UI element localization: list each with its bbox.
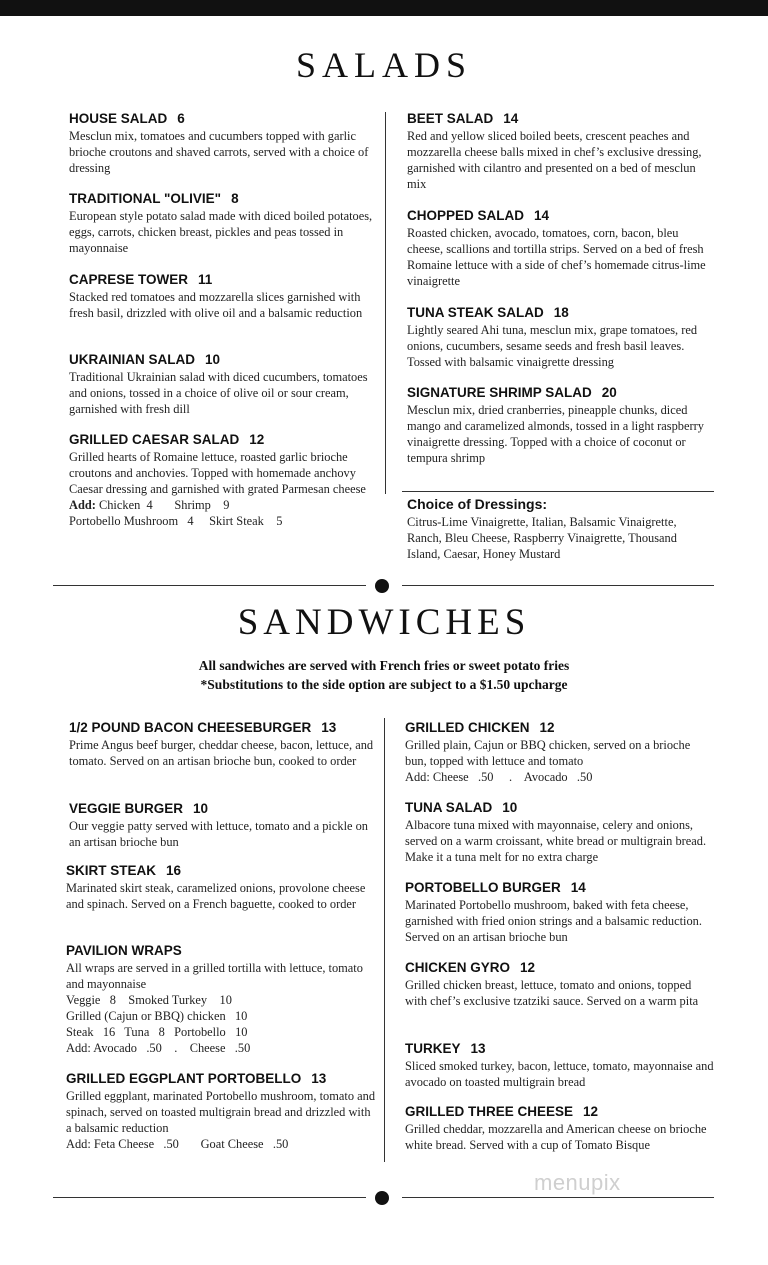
option-name: Tuna — [124, 1025, 150, 1039]
addon-name: Portobello Mushroom — [69, 514, 179, 528]
wraps-line-3 — [66, 1024, 376, 1040]
addon-name: Skirt Steak — [209, 514, 264, 528]
item-name: TUNA SALAD — [405, 800, 493, 815]
item-price: 20 — [601, 385, 617, 400]
item-description: Grilled hearts of Romaine lettuce, roasted garlic brioche croutons and anchovies. Topped with homemade anchovy Caesar dressing and garnished with grated Parmesan cheese — [69, 450, 366, 496]
menu-item-veggie-burger — [69, 800, 379, 850]
option-price: .50 — [576, 770, 593, 784]
item-description: Marinated Portobello mushroom, baked with feta cheese, garnished with fried onion strings and a balsamic reduction. Served on an artisan brioche bun — [405, 898, 702, 944]
add-label: Add: — [69, 498, 96, 512]
wraps-line-2 — [66, 1008, 376, 1024]
option-price: 10 — [219, 993, 232, 1007]
option-name: Add: Feta Cheese — [66, 1137, 155, 1151]
option-name: Avocado — [523, 770, 568, 784]
option-price: 10 — [235, 1025, 248, 1039]
caesar-addons-line-2 — [69, 513, 379, 529]
item-name: CAPRESE TOWER — [69, 272, 189, 287]
item-description: Grilled plain, Cajun or BBQ chicken, served on a brioche bun, topped with lettuce and tomato — [405, 738, 691, 768]
item-name: CHICKEN GYRO — [405, 960, 511, 975]
menu-item-chicken-gyro — [405, 959, 715, 1009]
addon-price: 9 — [223, 498, 230, 512]
item-name: CHOPPED SALAD — [407, 208, 525, 223]
item-name: TRADITIONAL "OLIVIE" — [69, 191, 222, 206]
menu-item-beet-salad — [407, 110, 717, 192]
addon-price: 4 — [146, 498, 153, 512]
separator: . — [174, 1041, 178, 1055]
item-price: 10 — [502, 800, 518, 815]
menu-item-house-salad — [69, 110, 379, 176]
section-divider-right — [402, 585, 714, 586]
divider-dot — [375, 1191, 389, 1205]
option-name: Cheese — [189, 1041, 226, 1055]
item-description: Grilled cheddar, mozzarella and American cheese on brioche white bread. Served with a cup of Tomato Bisque — [405, 1122, 707, 1152]
item-name: TURKEY — [405, 1041, 461, 1056]
item-description: Grilled chicken breast, lettuce, tomato and onions, topped with chef’s exclusive tzatziki sauce. Served on a warm pita — [405, 978, 699, 1008]
wraps-line-1 — [66, 992, 376, 1008]
option-name: Goat Cheese — [200, 1137, 264, 1151]
menu-item-tuna-steak-salad — [407, 304, 717, 370]
item-name: 1/2 POUND BACON CHEESEBURGER — [69, 720, 312, 735]
menu-item-ukrainian-salad — [69, 351, 379, 417]
item-price: 12 — [539, 720, 555, 735]
bottom-divider-right — [402, 1197, 714, 1198]
menu-item-pavilion-wraps — [66, 942, 376, 1056]
section-divider-left — [53, 585, 366, 586]
item-name: PAVILION WRAPS — [66, 943, 182, 958]
menu-item-tuna-salad — [405, 799, 715, 865]
menu-item-grilled-three-cheese — [405, 1103, 715, 1153]
item-price: 12 — [520, 960, 536, 975]
item-price: 6 — [177, 111, 185, 126]
item-name: GRILLED CAESAR SALAD — [69, 432, 240, 447]
item-price: 11 — [198, 272, 213, 287]
item-price: 10 — [205, 352, 221, 367]
item-price: 10 — [193, 801, 209, 816]
addon-name: Shrimp — [174, 498, 211, 512]
option-price: .50 — [272, 1137, 289, 1151]
dressings-title: Choice of Dressings: — [407, 496, 548, 512]
item-name: TUNA STEAK SALAD — [407, 305, 544, 320]
sandwiches-column-divider — [384, 718, 385, 1162]
item-name: GRILLED THREE CHEESE — [405, 1104, 574, 1119]
item-price: 8 — [231, 191, 239, 206]
item-price: 16 — [166, 863, 182, 878]
menu-item-grilled-chicken — [405, 719, 715, 785]
item-price: 12 — [583, 1104, 599, 1119]
item-description: Roasted chicken, avocado, tomatoes, corn, bacon, bleu cheese, scallions and tortilla strips. Served on a bed of fresh Romaine lettuce with a side of chef’s homemade citrus-lime vinaigrette — [407, 226, 706, 288]
item-price: 13 — [470, 1041, 486, 1056]
menu-item-turkey — [405, 1040, 715, 1090]
item-price: 14 — [534, 208, 550, 223]
option-name: Add: Avocado — [66, 1041, 138, 1055]
option-price: .50 — [146, 1041, 162, 1055]
addon-price: 5 — [276, 514, 283, 528]
option-price: .50 — [477, 770, 494, 784]
option-price: 16 — [102, 1025, 116, 1039]
option-name: Steak — [66, 1025, 94, 1039]
menu-item-grilled-caesar-salad — [69, 431, 379, 529]
item-name: HOUSE SALAD — [69, 111, 168, 126]
eggplant-addons-line — [66, 1136, 376, 1152]
item-description: Stacked red tomatoes and mozzarella slices garnished with fresh basil, drizzled with olive oil and a balsamic reduction — [69, 290, 363, 320]
item-description: Traditional Ukrainian salad with diced cucumbers, tomatoes and onions, tossed in a choice of olive oil or sour cream, garnished with fresh dill — [69, 370, 368, 416]
sandwiches-note-substitutions: *Substitutions to the side option are subject to a $1.50 upcharge — [200, 677, 568, 692]
item-name: BEET SALAD — [407, 111, 494, 126]
item-description: Mesclun mix, dried cranberries, pineapple chunks, diced mango and caramelized almonds, tossed in a light raspberry vinaigrette dressing. Topped with a choice of coconut or tempura shrimp — [407, 403, 704, 465]
bottom-divider-left — [53, 1197, 366, 1198]
menu-item-caprese-tower — [69, 271, 379, 321]
option-name: Add: Cheese — [405, 770, 469, 784]
item-price: 18 — [553, 305, 569, 320]
item-description: European style potato salad made with diced boiled potatoes, eggs, carrots, chicken breast, pickles and peas tossed in mayonnaise — [69, 209, 373, 255]
option-name: Veggie — [66, 993, 101, 1007]
option-name: Portobello — [174, 1025, 226, 1039]
menu-item-portobello-burger — [405, 879, 715, 945]
item-name: SIGNATURE SHRIMP SALAD — [407, 385, 592, 400]
item-description: Lightly seared Ahi tuna, mesclun mix, grape tomatoes, red onions, cucumbers, sesame seeds and fresh basil leaves. Tossed with balsamic vinaigrette dressing — [407, 323, 698, 369]
menu-item-chopped-salad — [407, 207, 717, 289]
item-name: VEGGIE BURGER — [69, 801, 184, 816]
menu-item-grilled-eggplant-portobello — [66, 1070, 376, 1152]
addon-name: Chicken — [98, 498, 141, 512]
option-price: .50 — [163, 1137, 179, 1151]
option-price: 8 — [158, 1025, 165, 1039]
item-description: Prime Angus beef burger, cheddar cheese, bacon, lettuce, and tomato. Served on an artisan brioche bun, cooked to order — [69, 738, 374, 768]
grilled-chicken-addons-line — [405, 769, 715, 785]
menu-item-signature-shrimp-salad — [407, 384, 717, 466]
item-description: Marinated skirt steak, caramelized onions, provolone cheese and spinach. Served on a French baguette, cooked to order — [66, 881, 366, 911]
item-name: SKIRT STEAK — [66, 863, 157, 878]
option-price: 10 — [234, 1009, 248, 1023]
caesar-addons-line-1 — [69, 497, 379, 513]
item-description: Red and yellow sliced boiled beets, crescent peaches and mozzarella cheese balls mixed in chef’s exclusive dressing, garnished with cilantro and presented on a bed of mesclun mix — [407, 129, 702, 191]
menu-item-bacon-cheeseburger — [69, 719, 379, 769]
separator: . — [508, 770, 513, 784]
item-name: GRILLED CHICKEN — [405, 720, 530, 735]
item-price: 12 — [249, 432, 265, 447]
item-description: Grilled eggplant, marinated Portobello mushroom, tomato and spinach, served on toasted multigrain bread and drizzled with a balsamic reduction — [66, 1089, 376, 1135]
salads-column-divider — [385, 112, 386, 494]
item-price: 13 — [321, 720, 337, 735]
wraps-line-4 — [66, 1040, 376, 1056]
item-price: 13 — [311, 1071, 327, 1086]
item-name: PORTOBELLO BURGER — [405, 880, 561, 895]
item-description: All wraps are served in a grilled tortilla with lettuce, tomato and mayonnaise — [66, 961, 363, 991]
item-description: Sliced smoked turkey, bacon, lettuce, tomato, mayonnaise and avocado on toasted multigrain bread — [405, 1059, 714, 1089]
option-name: Smoked Turkey — [128, 993, 208, 1007]
menupix-watermark: menupix — [534, 1170, 621, 1195]
top-bar — [0, 0, 768, 16]
item-description: Mesclun mix, tomatoes and cucumbers topped with garlic brioche croutons and shaved carrots, served with a choice of dressing — [69, 129, 369, 175]
item-name: GRILLED EGGPLANT PORTOBELLO — [66, 1071, 302, 1086]
option-name: Grilled (Cajun or BBQ) chicken — [66, 1009, 226, 1023]
option-price: .50 — [234, 1041, 251, 1055]
option-price: 8 — [109, 993, 116, 1007]
addon-price: 4 — [187, 514, 194, 528]
item-price: 14 — [570, 880, 586, 895]
item-name: UKRAINIAN SALAD — [69, 352, 195, 367]
sandwiches-note-fries: All sandwiches are served with French fries or sweet potato fries — [198, 658, 570, 673]
menu-item-traditional-olivie — [69, 190, 379, 256]
sandwiches-title: SANDWICHES — [237, 602, 531, 643]
menu-item-skirt-steak — [66, 862, 376, 912]
item-description: Albacore tuna mixed with mayonnaise, celery and onions, served on a warm croissant, white bread or multigrain bread. Make it a tuna melt for no extra charge — [405, 818, 707, 864]
dressings-rule — [402, 491, 714, 492]
dressings-list: Citrus-Lime Vinaigrette, Italian, Balsamic Vinaigrette, Ranch, Bleu Cheese, Raspberry Vinaigrette, Thousand Island, Caesar, Honey Mustard — [407, 515, 677, 561]
item-description: Our veggie patty served with lettuce, tomato and a pickle on an artisan brioche bun — [69, 819, 369, 849]
salads-title: SALADS — [295, 45, 473, 85]
divider-dot — [375, 579, 389, 593]
item-price: 14 — [503, 111, 519, 126]
